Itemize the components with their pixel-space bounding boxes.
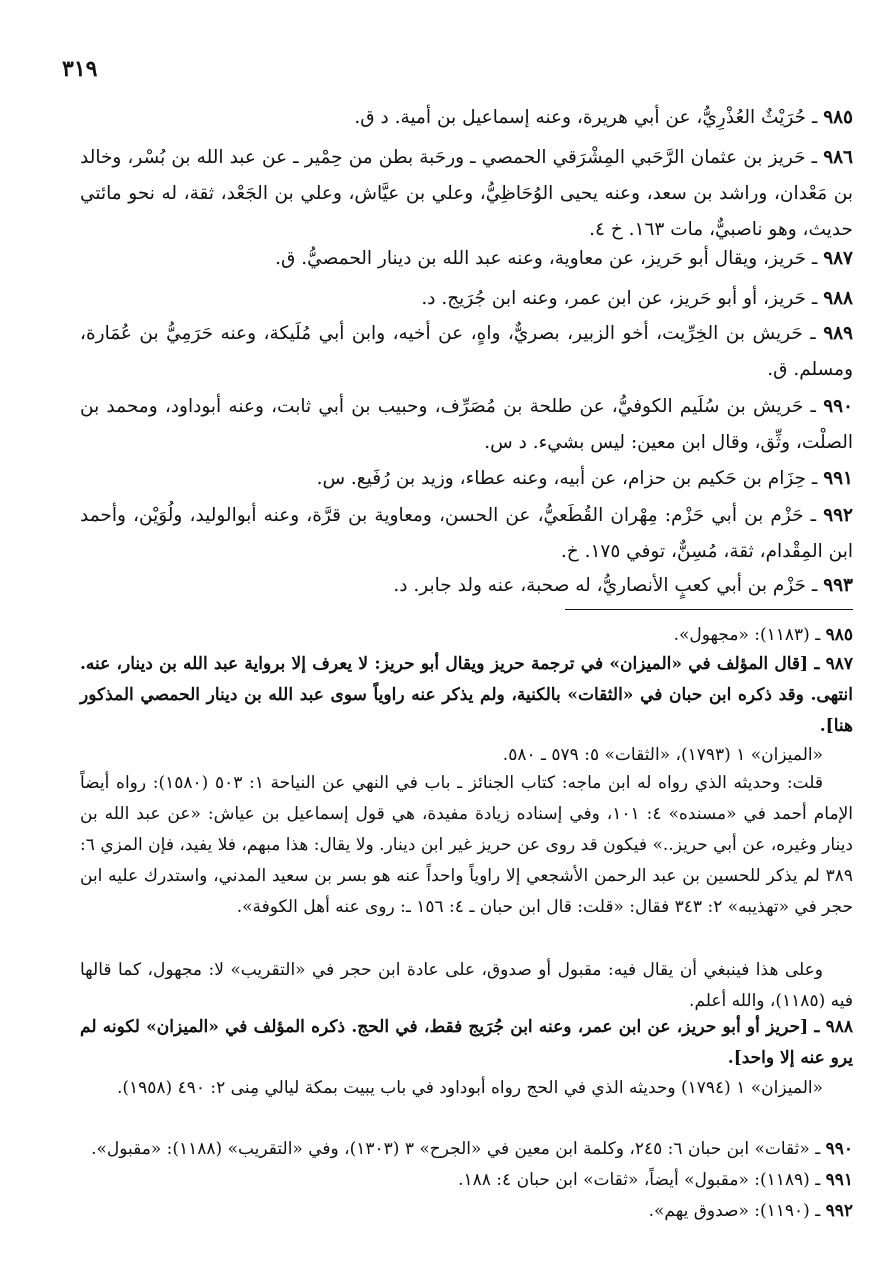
- entry-991: ٩٩١ ـ حِزَام بن حَكيم بن حزام، عن أبيه، وعنه عطاء، وزيد بن رُفَيع. س.: [316, 468, 853, 489]
- entry-number: ٩٨٥: [823, 107, 853, 128]
- entry-text: حَريش بن سُلَيم الكوفيُّ، عن طلحة بن مُصَرِّف، وحبيب بن أبي ثابت، وعنه أبوداود، ومحمد بن الصلْت، وثِّق، وقال ابن معين: ليس بشيء. د س.: [80, 396, 853, 453]
- note-988-sources: [80, 1073, 853, 1104]
- note-number: ٩٨٨: [825, 1017, 853, 1037]
- entry-number: ٩٨٦: [823, 147, 853, 168]
- note-987-sources: [80, 740, 853, 771]
- entry-993: ٩٩٣ ـ حَزْم بن أبي كعبٍ الأنصاريُّ، له صحبة، عنه ولد جابر. د.: [393, 575, 853, 596]
- note-text: «الميزان» ١ (١٧٩٤) وحديثه الذي في الحج رواه أبوداود في باب يبيت بمكة ليالي مِنى ٢: ٤٩٠ (١٩٥٨).: [116, 1078, 823, 1098]
- note-text: وعلى هذا فينبغي أن يقال فيه: مقبول أو صدوق، على عادة ابن حجر في «التقريب» لا: مجهول، كما قالها فيه (١١٨٥)، والله أعلم.: [80, 960, 853, 1011]
- note-988: ٩٨٨ ـ [حريز أو أبو حريز، عن ابن عمر، وعنه ابن جُرَيج فقط، في الحج. ذكره المؤلف في «الميزان» لكونه لم يرو عنه إلا واحد].: [80, 1017, 853, 1068]
- entry-987: ٩٨٧ ـ حَريز، ويقال أبو حَريز، عن معاوية، وعنه عبد الله بن دينار الحمصيُّ. ق.: [275, 248, 853, 269]
- note-number: ٩٩٠: [825, 1139, 853, 1159]
- entry-number: ٩٨٨: [823, 288, 853, 309]
- entry-number: ٩٨٧: [823, 248, 853, 269]
- note-990: ٩٩٠ ـ «ثقات» ابن حبان ٦: ٢٤٥، وكلمة ابن معين في «الجرح» ٣ (١٣٠٣)، وفي «التقريب» (١١٨٨): «مقبول».: [91, 1139, 853, 1159]
- entry-988: ٩٨٨ ـ حَريز، أو أبو حَريز، عن ابن عمر، وعنه ابن جُرَيج. د.: [421, 288, 853, 309]
- entry-text: حُرَيْثٌ العُذْرِيُّ، عن أبي هريرة، وعنه إسماعيل بن أمية. د ق.: [354, 107, 806, 128]
- page-number: ٣١٩: [62, 56, 98, 82]
- note-text: «ثقات» ابن حبان ٦: ٢٤٥، وكلمة ابن معين في «الجرح» ٣ (١٣٠٣)، وفي «التقريب» (١١٨٨): «مقبول».: [91, 1139, 810, 1159]
- entry-985: ٩٨٥ ـ حُرَيْثٌ العُذْرِيُّ، عن أبي هريرة، وعنه إسماعيل بن أمية. د ق.: [354, 107, 853, 128]
- entry-text: حَريز بن عثمان الرَّحَبي المِشْرَقي الحمصي ـ ورحَبة بطن من حِمْير ـ عن عبد الله بن بُسْر، وخالد بن مَعْدان، وراشد بن سعد، وعنه يحيى الوُحَاظِيُّ، وعلي بن عيَّاش، وعلي بن الجَعْد، ثقة، له نحو مائتي حديث، وهو ناصبيٌّ، مات ١٦٣. خ ٤.: [80, 147, 853, 240]
- entry-text: حَريش بن الخِرِّيت، أخو الزبير، بصريٌّ، واهٍ، عن أخيه، وابن أبي مُلَيكة، وعنه حَرَمِيُّ بن عُمَارة، ومسلم. ق.: [80, 323, 853, 380]
- entry-number: ٩٩٠: [823, 396, 853, 417]
- entry-text: حِزَام بن حَكيم بن حزام، عن أبيه، وعنه عطاء، وزيد بن رُفَيع. س.: [316, 468, 806, 489]
- entry-text: حَزْم بن أبي حَزْم: مِهْران القُطَعيُّ، عن الحسن، ومعاوية بن قرَّة، وعنه أبوالوليد، ولُوَيْن، وأحمد ابن المِقْدام، ثقة، مُسِنٌّ، توفي ١٧٥. خ.: [80, 505, 853, 562]
- entry-992: ٩٩٢ ـ حَزْم بن أبي حَزْم: مِهْران القُطَعيُّ، عن الحسن، ومعاوية بن قرَّة، وعنه أبوالوليد، ولُوَيْن، وأحمد ابن المِقْدام، ثقة، مُسِنٌّ، توفي ١٧٥. خ.: [80, 505, 853, 562]
- note-987: ٩٨٧ ـ [قال المؤلف في «الميزان» في ترجمة حريز ويقال أبو حريز: لا يعرف إلا برواية عبد الله بن دينار، عنه. انتهى. وقد ذكره ابن حبان في «الثقات» بالكنية، ولم يذكر عنه راوياً سوى عبد الله بن دينار الحمصي المذكور هنا].: [80, 654, 853, 736]
- note-text: (١١٨٩): «مقبول» أيضاً، «ثقات» ابن حبان ٤: ١٨٨.: [458, 1170, 810, 1190]
- entry-number: ٩٩١: [823, 468, 853, 489]
- entry-990: ٩٩٠ ـ حَريش بن سُلَيم الكوفيُّ، عن طلحة بن مُصَرِّف، وحبيب بن أبي ثابت، وعنه أبوداود، ومحمد بن الصلْت، وثِّق، وقال ابن معين: ليس بشيء. د س.: [80, 396, 853, 453]
- entry-number: ٩٩٢: [823, 505, 853, 526]
- note-text: [حريز أو أبو حريز، عن ابن عمر، وعنه ابن جُرَيج فقط، في الحج. ذكره المؤلف في «الميزان» لكونه لم يرو عنه إلا واحد].: [80, 1017, 853, 1068]
- note-text: [قال المؤلف في «الميزان» في ترجمة حريز ويقال أبو حريز: لا يعرف إلا برواية عبد الله بن دينار، عنه. انتهى. وقد ذكره ابن حبان في «الثقات» بالكنية، ولم يذكر عنه راوياً سوى عبد الله بن دينار الحمصي المذكور هنا].: [80, 654, 853, 736]
- note-number: ٩٩٢: [825, 1201, 853, 1221]
- note-number: ٩٩١: [825, 1170, 853, 1190]
- note-number: ٩٨٧: [825, 654, 853, 674]
- note-number: ٩٨٥: [825, 625, 853, 645]
- note-992: ٩٩٢ ـ (١١٩٠): «صدوق يهم».: [648, 1201, 853, 1221]
- entry-text: حَزْم بن أبي كعبٍ الأنصاريُّ، له صحبة، عنه ولد جابر. د.: [393, 575, 806, 596]
- entry-number: ٩٩٣: [823, 575, 853, 596]
- note-987-conclusion: [80, 955, 853, 1017]
- note-text: (١١٩٠): «صدوق يهم».: [648, 1201, 810, 1221]
- entry-989: ٩٨٩ ـ حَريش بن الخِرِّيت، أخو الزبير، بصريٌّ، واهٍ، عن أخيه، وابن أبي مُلَيكة، وعنه حَرَمِيُّ بن عُمَارة، ومسلم. ق.: [80, 323, 853, 380]
- entry-number: ٩٨٩: [823, 323, 853, 344]
- entry-text: حَريز، ويقال أبو حَريز، عن معاوية، وعنه عبد الله بن دينار الحمصيُّ. ق.: [275, 248, 806, 269]
- note-985: ٩٨٥ ـ (١١٨٣): «مجهول».: [673, 625, 853, 645]
- entry-986: ٩٨٦ ـ حَريز بن عثمان الرَّحَبي المِشْرَقي الحمصي ـ ورحَبة بطن من حِمْير ـ عن عبد الله بن بُسْر، وخالد بن مَعْدان، وراشد بن سعد، وعنه يحيى الوُحَاظِيُّ، وعلي بن عيَّاش، وعلي بن الجَعْد، ثقة، له نحو مائتي حديث، وهو ناصبيٌّ، مات ١٦٣. خ ٤.: [80, 147, 853, 240]
- note-text: قلت: وحديثه الذي رواه له ابن ماجه: كتاب الجنائز ـ باب في النهي عن النياحة ١: ٥٠٣ (١٥٨٠): رواه أيضاً الإمام أحمد في «مسنده» ٤: ١٠١، وفي إسناده زيادة مفيدة، هي قول إسماعيل بن عياش: «عن عبد الله بن دينار وغيره، عن أبي حريز..» فيكون قد روى عن حريز غير ابن دينار. ولا يقال: هذا مبهم، فلا يفيد، فإن المزي ٦: ٣٨٩ لم يذكر للحسين بن عبد الرحمن الأشجعي إلا راوياً واحداً عنه هو بسر بن سعيد المدني، واستدرك عليه ابن حجر في «تهذيبه» ٢: ٣٤٣ فقال: «قلت: قال ابن حبان ـ ٤: ١٥٦ ـ: روى عنه أهل الكوفة».: [80, 773, 853, 917]
- footnote-divider: [565, 609, 853, 610]
- note-987-comment: [80, 768, 853, 923]
- note-991: ٩٩١ ـ (١١٨٩): «مقبول» أيضاً، «ثقات» ابن حبان ٤: ١٨٨.: [458, 1170, 853, 1190]
- note-text: (١١٨٣): «مجهول».: [673, 625, 810, 645]
- note-text: «الميزان» ١ (١٧٩٣)، «الثقات» ٥: ٥٧٩ ـ ٥٨٠.: [502, 745, 823, 765]
- entry-text: حَريز، أو أبو حَريز، عن ابن عمر، وعنه ابن جُرَيج. د.: [421, 288, 806, 309]
